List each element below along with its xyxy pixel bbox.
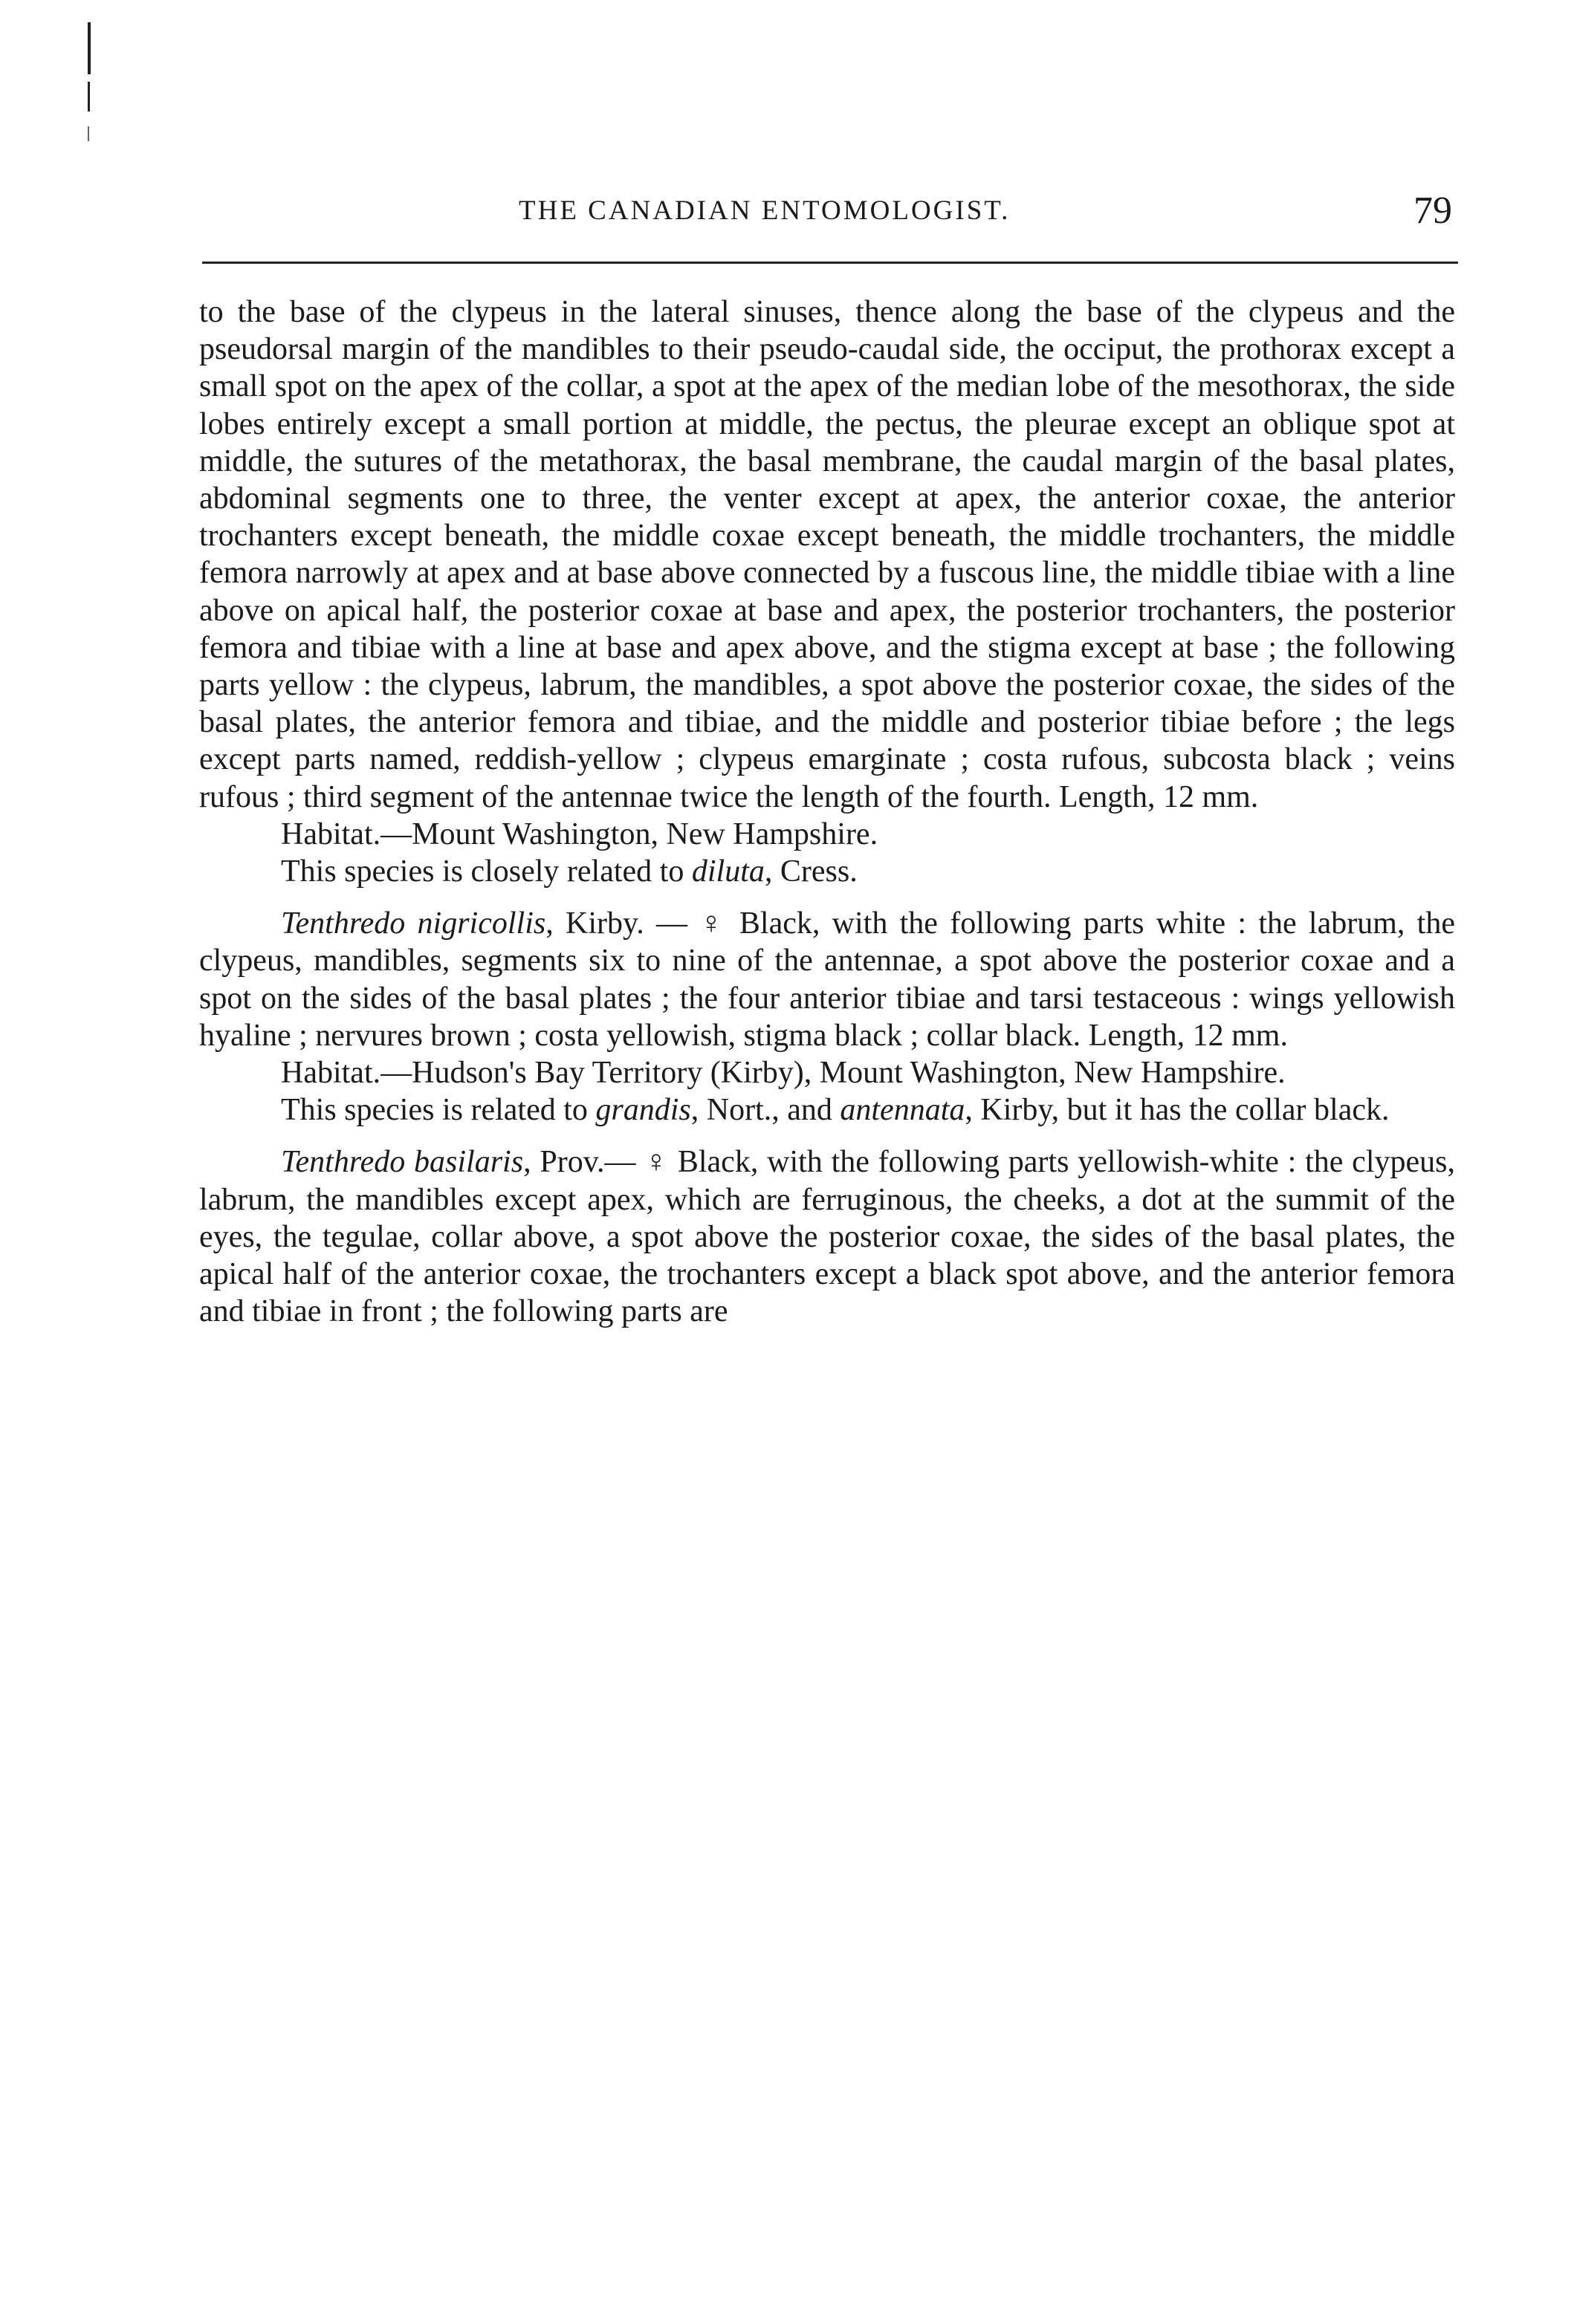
scan-margin-mark — [88, 82, 90, 111]
running-head — [199, 189, 1463, 239]
species-name: antennata — [840, 1093, 965, 1128]
species-entry — [199, 1143, 1455, 1330]
species-name: grandis — [595, 1093, 691, 1128]
scan-margin-mark — [88, 126, 89, 141]
page-number: 79 — [1413, 189, 1452, 232]
relation-text: , Nort., and — [690, 1093, 841, 1128]
relation-text: This species is related to — [281, 1093, 596, 1128]
species-heading: Tenthredo nigricollis — [281, 906, 546, 941]
species-entry — [199, 905, 1455, 1054]
relation-text: , Cress. — [764, 854, 858, 889]
species-description: , Prov.— ♀ Black, with the following parts yellowish-white : the clypeus, labrum, the mandibles except apex, which are ferruginous, the cheeks, a dot at the summit of the eyes, the tegulae, collar above, a spot above the posterior coxae, the sides of the basal plates, the apical half of the anterior coxae, the trochanters except a black spot above, and the anterior femora and tibiae in front ; the following parts are — [199, 1145, 1455, 1329]
scan-margin-mark — [88, 22, 91, 74]
habitat-paragraph: Habitat.—Mount Washington, New Hampshire. — [281, 817, 878, 851]
relation-paragraph — [199, 1091, 1455, 1129]
journal-title: THE CANADIAN ENTOMOLOGIST. — [519, 195, 1011, 226]
species-heading: Tenthredo basilaris — [281, 1145, 524, 1180]
species-name: diluta — [691, 854, 765, 889]
article-body — [199, 293, 1455, 1330]
relation-text: , Kirby, but it has the collar black. — [965, 1093, 1390, 1128]
relation-text: This species is closely related to — [281, 854, 692, 889]
habitat-paragraph: Habitat.—Hudson's Bay Territory (Kirby), Mount Washington, New Hampshire. — [281, 1056, 1286, 1091]
header-rule — [202, 262, 1458, 264]
relation-paragraph — [199, 853, 1455, 890]
description-paragraph: to the base of the clypeus in the lateral sinuses, thence along the base of the clypeus and the pseudorsal margin of the mandibles to their pseudo-caudal side, the occiput, the prothorax except a small spot on the apex of the collar, a spot at the apex of the median lobe of the mesothorax, the side lobes entirely except a small portion at middle, the pectus, the pleurae except an oblique spot at middle, the sutures of the metathorax, the basal membrane, the caudal margin of the basal plates, abdominal segments one to three, the venter except at apex, the anterior coxae, the anterior trochanters except beneath, the middle coxae except beneath, the middle trochanters, the middle femora narrowly at apex and at base above connected by a fuscous line, the middle tibiae with a line above on apical half, the posterior coxae at base and apex, the posterior trochanters, the posterior femora and tibiae with a line at base and apex above, and the stigma except at base ; the following parts yellow : the clypeus, labrum, the mandibles, a spot above the posterior coxae, the sides of the basal plates, the anterior femora and tibiae, and the middle and posterior tibiae before ; the legs except parts named, reddish-yellow ; clypeus emarginate ; costa rufous, subcosta black ; veins rufous ; third segment of the antennae twice the length of the fourth. Length, 12 mm. — [199, 295, 1455, 814]
species-description: , Kirby. — ♀ Black, with the following parts white : the labrum, the clypeus, mandibles, segments six to nine of the antennae, a spot above the posterior coxae and a spot on the sides of the basal plates ; the four anterior tibiae and tarsi testaceous : wings yellowish hyaline ; nervures brown ; costa yellowish, stigma black ; collar black. Length, 12 mm. — [199, 906, 1455, 1053]
